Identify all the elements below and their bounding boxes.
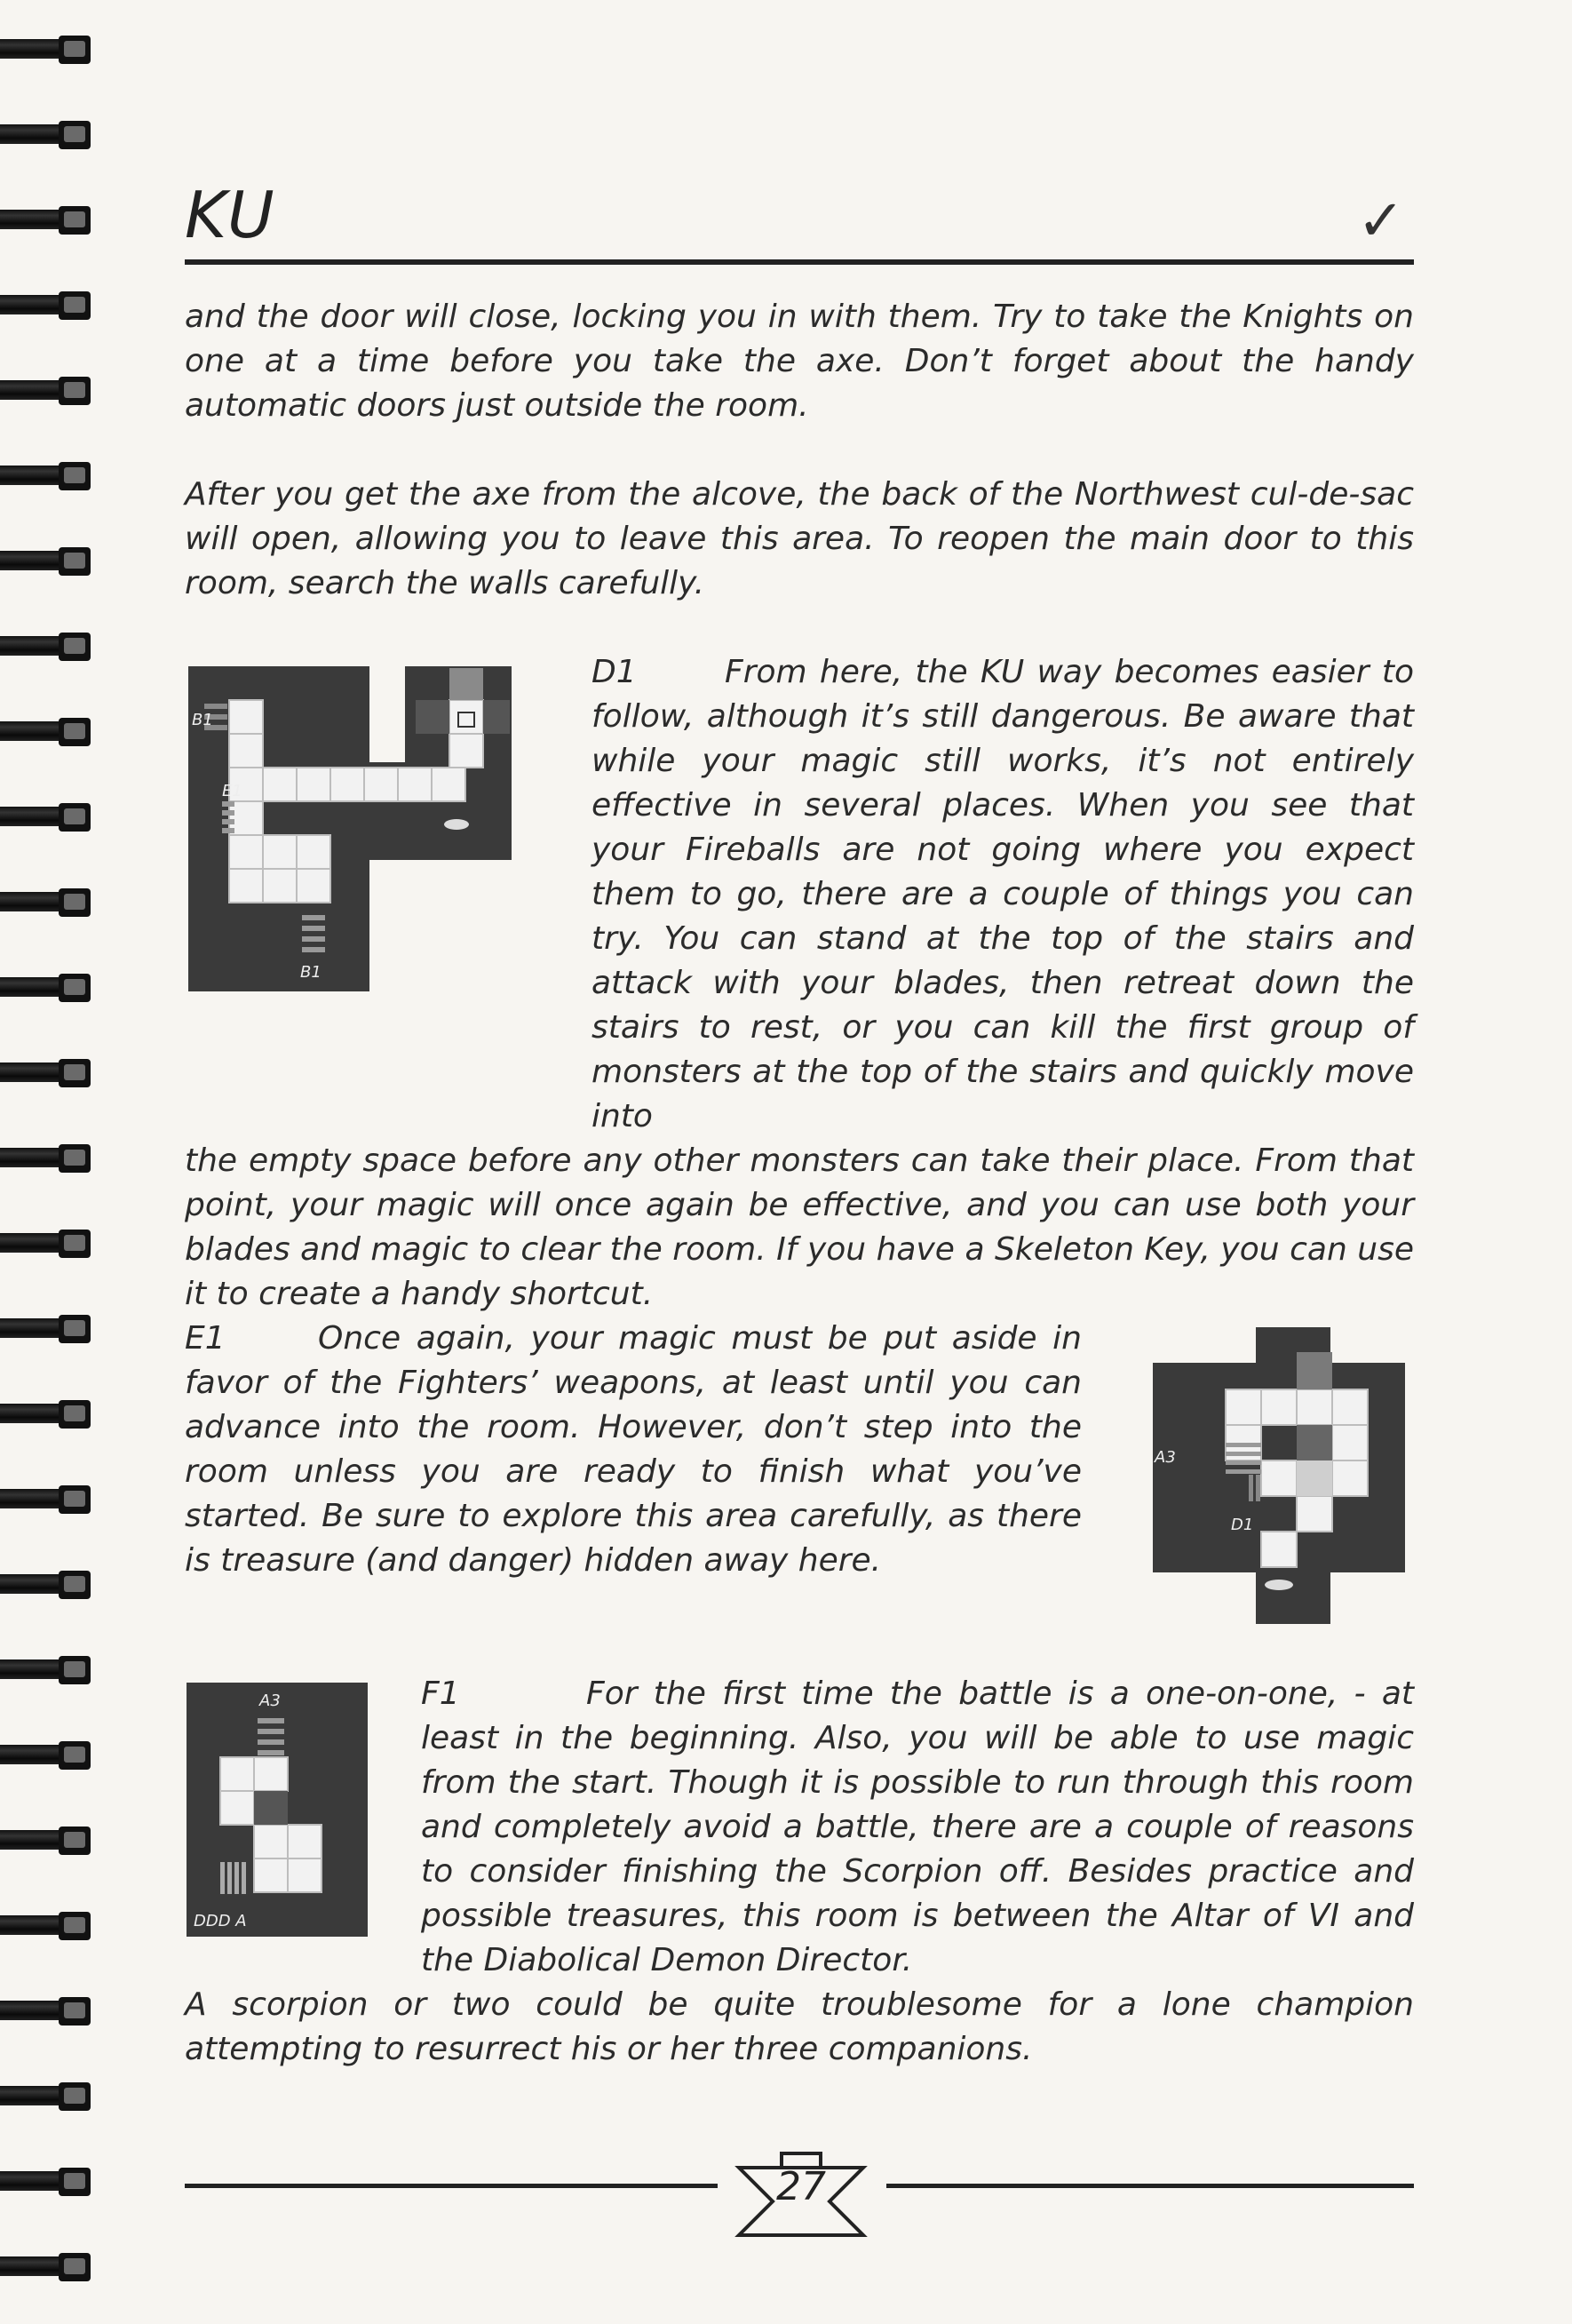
map1-label-b1-bottom: B1 bbox=[300, 963, 322, 982]
binding-ring bbox=[0, 286, 92, 327]
binding-ring bbox=[0, 542, 92, 583]
map-f1 bbox=[187, 1683, 368, 1937]
d1-text-rest: the empty space before any other monsters can take their place. From that point, your magic will once again be effective, and you can use both your blades and magic to clear the room. If you have a Skeleton Key, you can use it to create a handy shortcut. bbox=[185, 1142, 1414, 1312]
map-d1 bbox=[187, 665, 515, 993]
page-number: 27 bbox=[776, 2164, 826, 2209]
binding-ring bbox=[0, 115, 92, 156]
e1-body: Once again, your magic must be put aside in favor of the Fighters’ weapons, at least until you can advance into the room. However, don’t step into the room unless you are ready to finish what you’ve started. Be sure to explore this area carefully, as there is treasure (and danger) hidden away here. bbox=[185, 1320, 1082, 1579]
binding-ring bbox=[0, 1651, 92, 1691]
axe-paragraph: After you get the axe from the alcove, the back of the Northwest cul-de-sac will open, allowing you to leave this area. To reopen the main door to this room, search the walls carefully. bbox=[185, 476, 1414, 601]
map2-label-a3: A3 bbox=[1155, 1448, 1176, 1467]
binding-ring bbox=[0, 1395, 92, 1436]
map3-label-a3: A3 bbox=[259, 1691, 281, 1710]
binding-ring bbox=[0, 1992, 92, 2033]
map3-label-ddd-a: DDD A bbox=[194, 1912, 247, 1930]
f1-text-rest: A scorpion or two could be quite troublesome for a lone champion attempting to resurrect his or her three companions. bbox=[185, 1986, 1414, 2067]
binding-ring bbox=[0, 1224, 92, 1265]
header-rule bbox=[185, 259, 1414, 265]
d1-label: D1 bbox=[591, 654, 637, 690]
spiral-binding bbox=[0, 0, 98, 2324]
binding-ring bbox=[0, 201, 92, 242]
binding-ring bbox=[0, 371, 92, 412]
d1-text-top bbox=[591, 650, 1414, 1139]
binding-ring bbox=[0, 712, 92, 753]
f1-line-1: For the first time the battle is a one-on-one, - at least in the beginning. Also, you will be able to use magic from the start. Though it is possible to run through this room and completely avoid a battle, there are a couple of reasons to consider finishing the Scorpion off. Besides practice and possible treasures, this room is between the Altar of VI and the Diabolical Demon Director. bbox=[421, 1675, 1414, 1978]
page-title: KU bbox=[185, 178, 276, 252]
binding-ring bbox=[0, 1565, 92, 1606]
binding-ring bbox=[0, 1139, 92, 1180]
map2-label-d1: D1 bbox=[1231, 1516, 1254, 1534]
binding-ring bbox=[0, 30, 92, 71]
page-number-badge bbox=[730, 2150, 872, 2248]
binding-ring bbox=[0, 457, 92, 497]
binding-ring bbox=[0, 883, 92, 924]
binding-ring bbox=[0, 627, 92, 668]
binding-ring bbox=[0, 1906, 92, 1947]
d1-line-1: From here, the KU way becomes easier to follow, although it’s still dangerous. Be aware that while your magic still works, it’s not entirely effective in several places. When you see that your Fireballs are not going where you expect them to go, there are a couple of things you can try. You can stand at the top of the stairs and attack with your blades, then retreat down the stairs to rest, or you can kill the first group of monsters at the top of the stairs and quickly move into bbox=[591, 654, 1414, 1134]
binding-ring bbox=[0, 1054, 92, 1094]
e1-label: E1 bbox=[185, 1320, 226, 1357]
binding-ring bbox=[0, 798, 92, 839]
map-e1 bbox=[1151, 1327, 1407, 1626]
check-mark-icon: ✓ bbox=[1357, 188, 1405, 254]
footer-rule-right bbox=[886, 2184, 1414, 2188]
map1-label-b1-top: B1 bbox=[192, 711, 213, 729]
binding-ring bbox=[0, 1821, 92, 1862]
binding-ring bbox=[0, 1736, 92, 1777]
intro-paragraph: and the door will close, locking you in with them. Try to take the Knights on one at a time before you take the axe. Don’t forget about the handy automatic doors just outside the room. bbox=[185, 298, 1414, 424]
binding-ring bbox=[0, 2077, 92, 2118]
binding-ring bbox=[0, 2248, 92, 2288]
footer-rule-left bbox=[185, 2184, 718, 2188]
map1-label-e1: E1 bbox=[222, 782, 242, 800]
binding-ring bbox=[0, 968, 92, 1009]
binding-ring bbox=[0, 1480, 92, 1521]
binding-ring bbox=[0, 1309, 92, 1350]
binding-ring bbox=[0, 2162, 92, 2203]
f1-text-top bbox=[421, 1672, 1414, 1983]
e1-text bbox=[185, 1317, 1082, 1583]
f1-label: F1 bbox=[421, 1675, 460, 1712]
